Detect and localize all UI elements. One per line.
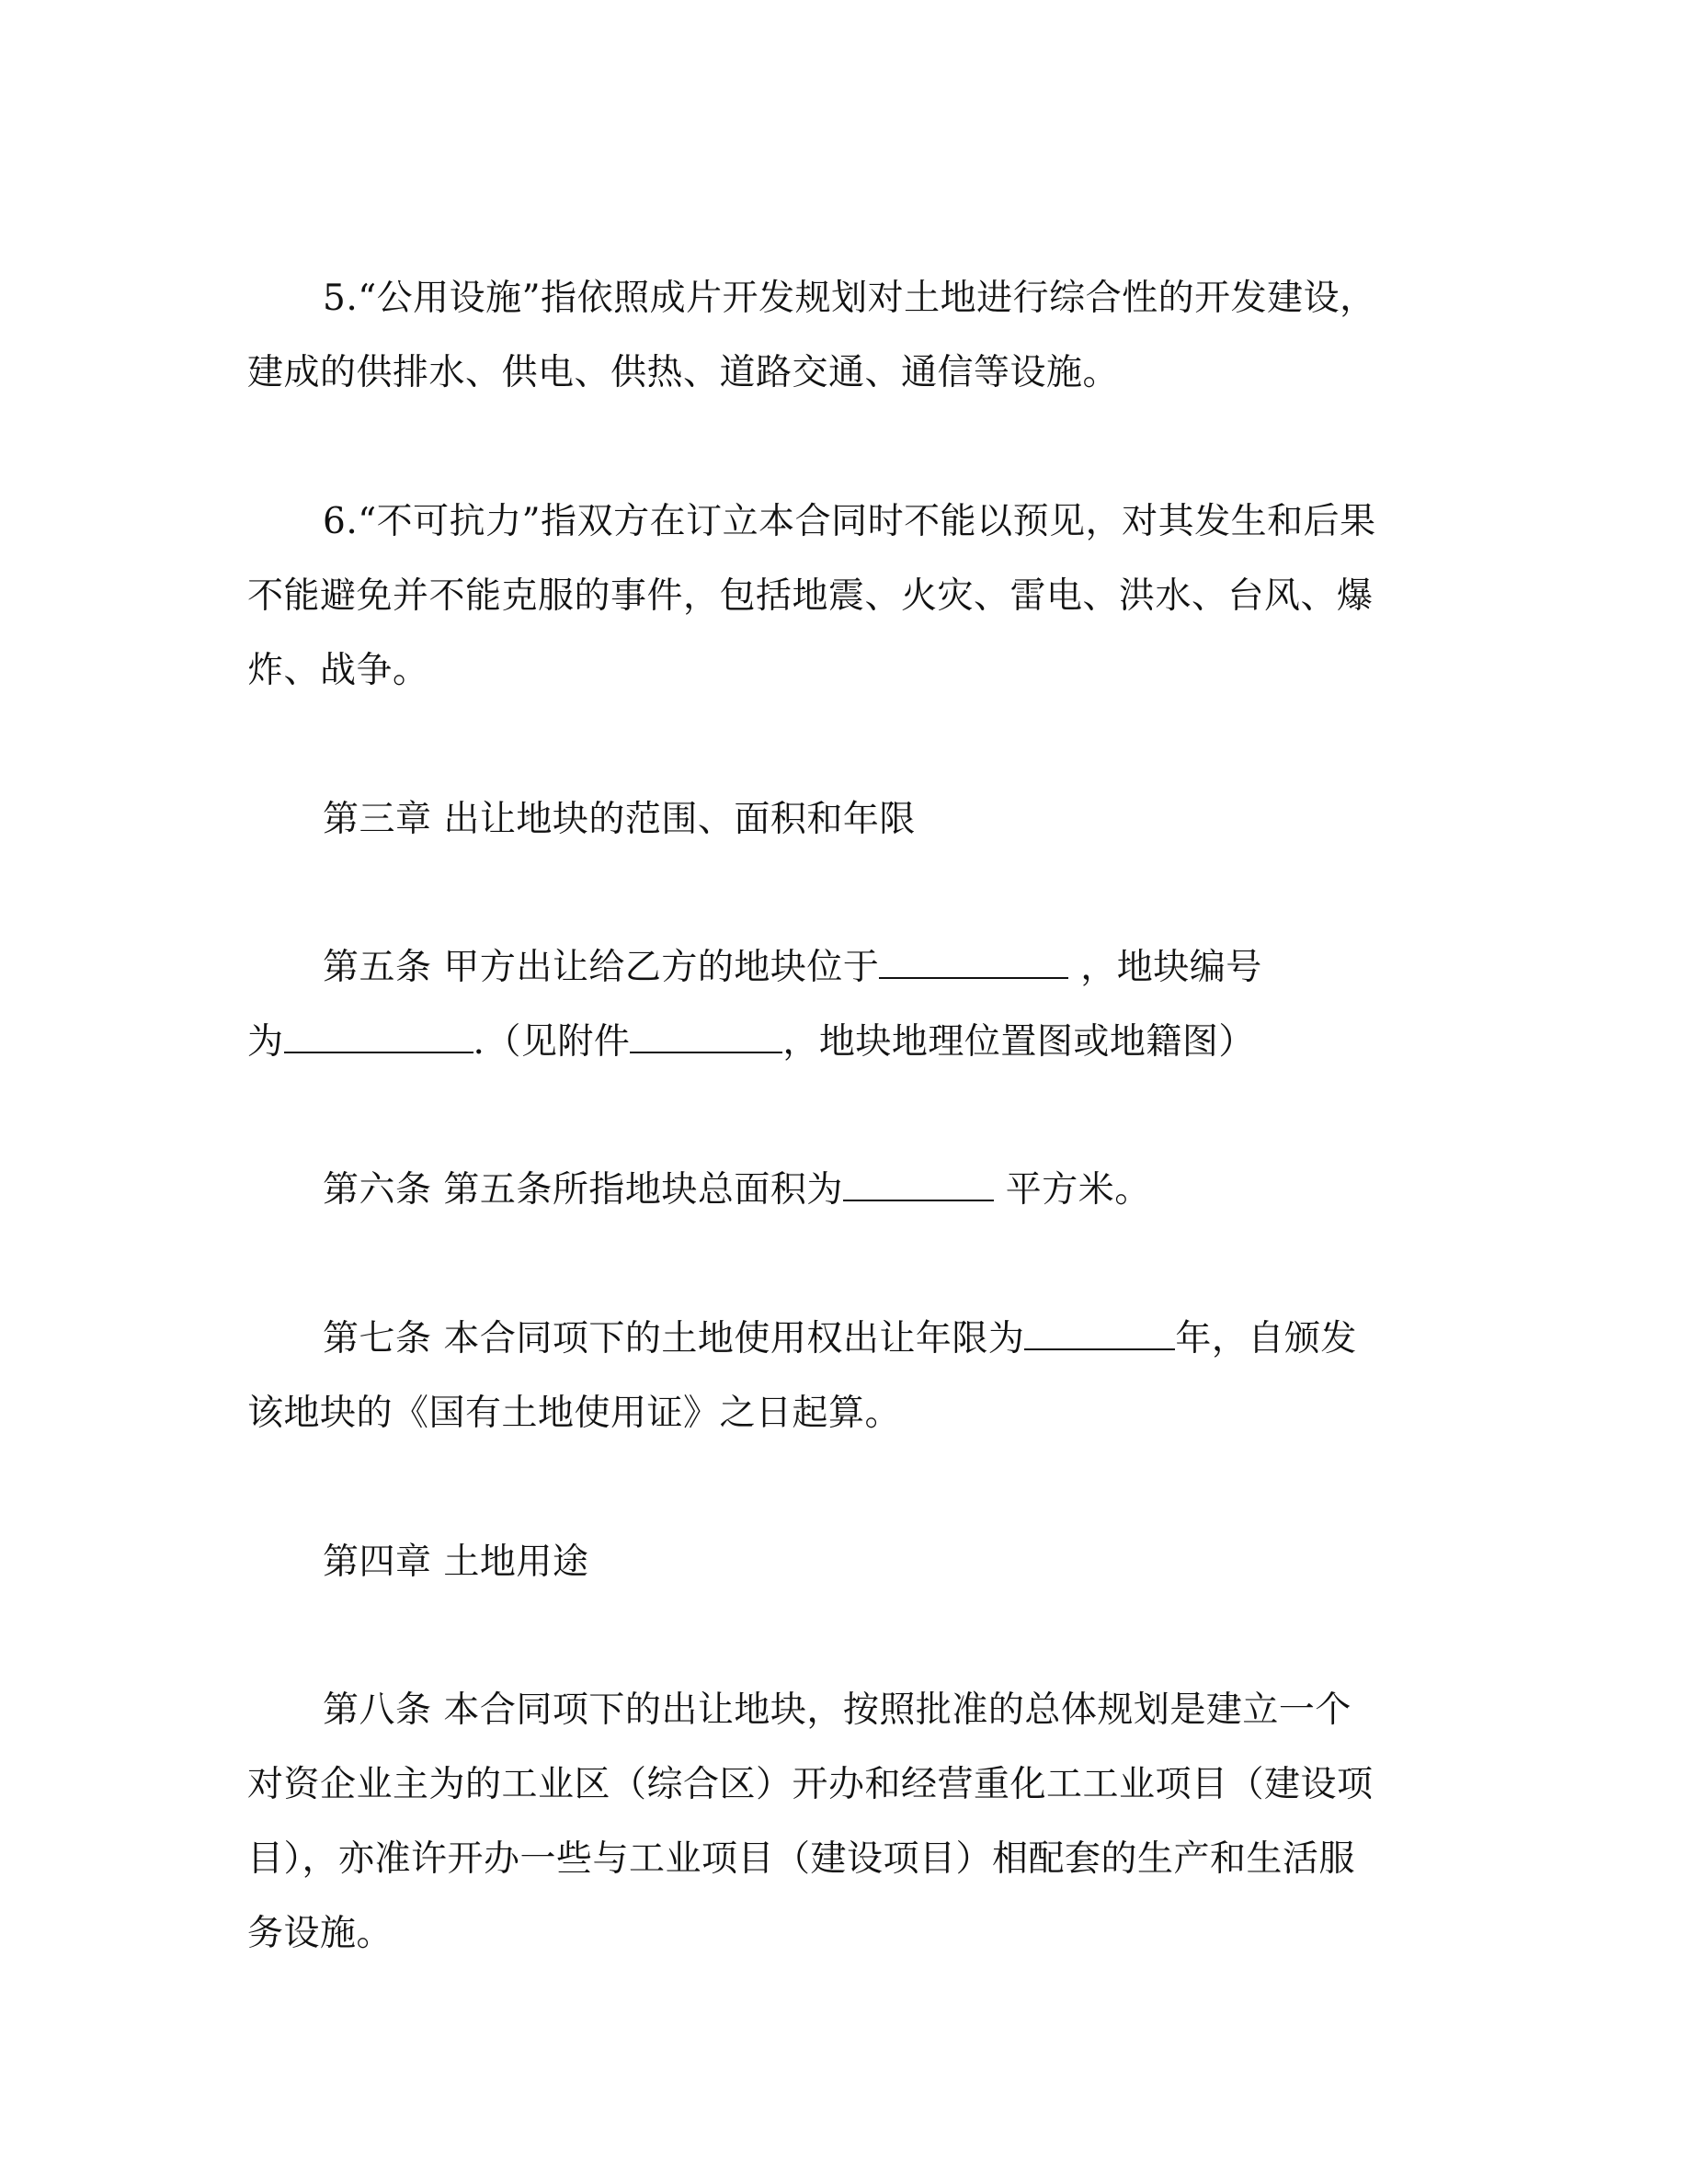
article-8 bbox=[247, 1673, 1443, 1971]
attachment-blank[interactable] bbox=[630, 1022, 782, 1053]
item-5-line-2: 建成的供排水、供电、供热、道路交通、通信等设施。 bbox=[247, 352, 1120, 393]
article-6-text-1: 第六条 第五条所指地块总面积为 bbox=[323, 1169, 843, 1211]
article-5-text-2: ，地块编号 bbox=[1068, 947, 1262, 988]
article-7-line-2: 该地块的《国有土地使用证》之日起算。 bbox=[247, 1393, 902, 1434]
article-8-line-1: 第八条 本合同项下的出让地块，按照批准的总体规划是建立一个 bbox=[323, 1689, 1352, 1731]
term-years-blank[interactable] bbox=[1024, 1319, 1175, 1350]
article-6-line-1 bbox=[247, 1153, 1443, 1227]
article-7-line-1 bbox=[247, 1302, 1443, 1376]
article-5-text-1: 第五条 甲方出让给乙方的地块位于 bbox=[323, 947, 880, 988]
article-5-line-1 bbox=[247, 930, 1443, 1005]
article-6 bbox=[247, 1153, 1443, 1227]
item-5-public-facilities bbox=[247, 261, 1443, 410]
article-5-text-4: .（见附件 bbox=[473, 1021, 631, 1063]
article-5-text-3: 为 bbox=[247, 1021, 284, 1063]
article-7-text-2: 年，自颁发 bbox=[1175, 1318, 1357, 1359]
item-6-force-majeure bbox=[247, 484, 1443, 708]
item-6-line-1: 6.“不可抗力”指双方在订立本合同时不能以预见，对其发生和后果 bbox=[323, 501, 1376, 542]
item-5-line-1: 5.“公用设施”指依照成片开发规划对土地进行综合性的开发建设， bbox=[323, 278, 1376, 319]
item-6-line-2: 不能避免并不能克服的事件，包括地震、火灾、雷电、洪水、台风、爆 bbox=[247, 575, 1374, 617]
article-6-text-2: 平方米。 bbox=[993, 1169, 1151, 1211]
item-6-line-3: 炸、战争。 bbox=[247, 650, 429, 691]
location-blank[interactable] bbox=[879, 948, 1068, 979]
article-5 bbox=[247, 930, 1443, 1079]
chapter-4-heading: 第四章 土地用途 bbox=[323, 1541, 589, 1583]
area-blank[interactable] bbox=[843, 1170, 994, 1201]
article-8-line-3: 目），亦准许开办一些与工业项目（建设项目）相配套的生产和生活服 bbox=[247, 1838, 1356, 1880]
article-5-line-2 bbox=[247, 1005, 1443, 1079]
chapter-3-heading: 第三章 出让地块的范围、面积和年限 bbox=[323, 799, 916, 840]
article-7-text-1: 第七条 本合同项下的土地使用权出让年限为 bbox=[323, 1318, 1025, 1359]
article-8-line-2: 对资企业主为的工业区（综合区）开办和经营重化工工业项目（建设项 bbox=[247, 1764, 1374, 1805]
article-8-line-4: 务设施。 bbox=[247, 1913, 393, 1954]
article-5-text-5: ，地块地理位置图或地籍图） bbox=[782, 1021, 1255, 1063]
article-7 bbox=[247, 1302, 1443, 1450]
plot-number-blank[interactable] bbox=[284, 1022, 473, 1053]
